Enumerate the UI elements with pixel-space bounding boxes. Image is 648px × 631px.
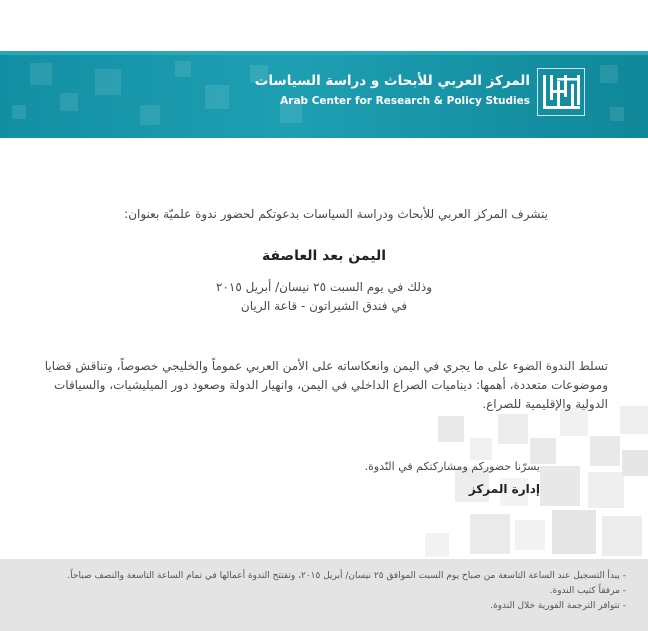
decorative-mosaic (515, 520, 545, 550)
header-banner (0, 55, 648, 138)
decorative-mosaic (425, 533, 449, 557)
org-name-arabic: المركز العربي للأبحاث و دراسة السياسات (254, 73, 530, 89)
event-date: وذلك في يوم السبت ٢٥ نيسان/ أبريل ٢٠١٥ (216, 280, 432, 294)
invitation-body (0, 138, 648, 559)
footer-notes (0, 559, 648, 631)
decorative-mosaic (620, 406, 648, 434)
event-title: اليمن بعد العاصفة (261, 248, 387, 264)
decorative-mosaic (470, 514, 510, 554)
decorative-mosaic (602, 516, 642, 556)
signature: إدارة المركز (468, 482, 540, 496)
invitation-intro: يتشرف المركز العربي للأبحاث ودراسة السياسات بدعوتكم لحضور ندوة علميّة بعنوان: (124, 207, 548, 221)
arab-center-logo-icon (537, 68, 585, 116)
decorative-mosaic (470, 438, 492, 460)
decorative-mosaic (590, 436, 620, 466)
decorative-mosaic (622, 450, 648, 476)
decorative-mosaic (438, 416, 464, 442)
decorative-mosaic (588, 472, 624, 508)
org-name-english: Arab Center for Research & Policy Studies (280, 95, 530, 107)
footer-note: - تتوافر الترجمة الفورية خلال الندوة. (490, 601, 626, 611)
decorative-mosaic (552, 510, 596, 554)
decorative-mosaic (498, 414, 528, 444)
footer-note: - مرفقاً كتيب الندوة. (549, 586, 626, 596)
decorative-mosaic (540, 466, 580, 506)
closing-line: يسرّنا حضوركم ومشاركتكم في النّدوة. (364, 460, 540, 473)
event-description: تسلط الندوة الضوء على ما يجري في اليمن وانعكاساته على الأمن العربي عموماً والخليجي خصوصاً، وتناقش قضايا وموضوعات متعددة، أهمها: ديناميات الصراع الداخلي في اليمن، وانهيار الدولة وصعود دور الميليشيات، والسياقات الدولية والإقليمية للصراع. (44, 359, 608, 411)
event-venue: في فندق الشيراتون - قاعة الريان (240, 299, 408, 313)
footer-note: - يبدأ التسجيل عند الساعة التاسعة من صباح يوم السبت الموافق ٢٥ نيسان/ أبريل ٢٠١٥، وتفتتح الندوة أعمالها في تمام الساعة التاسعة والنصف صباحاً. (67, 571, 626, 581)
